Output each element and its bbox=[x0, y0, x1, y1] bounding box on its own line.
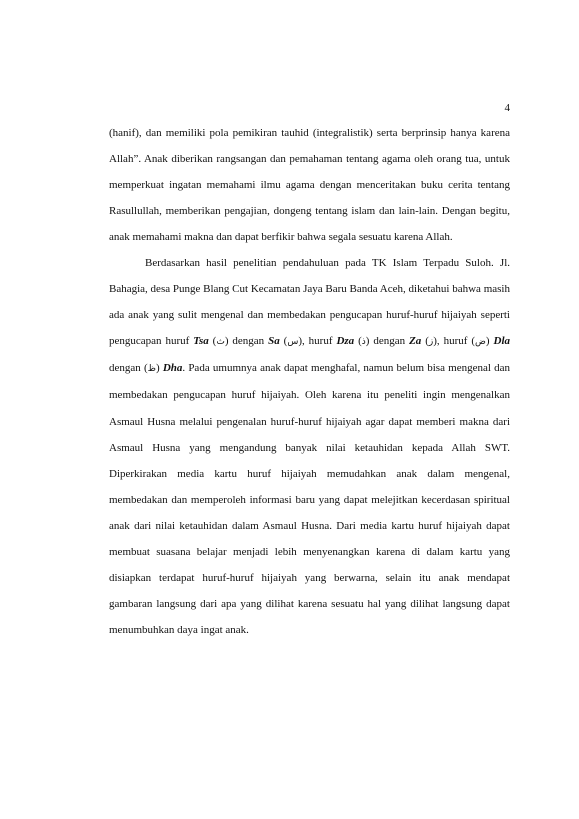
paragraph-1: (hanif), dan memiliki pola pemikiran tauhid (integralistik) serta berprinsip hanya karena Allah”. Anak diberikan rangsangan dan pemahaman tentang agama oleh orang tua, untuk memperkuat ingatan memahami ilmu agama dengan menceritakan buku cerita tentang Rasullullah, memberikan pengajian, dongeng tentang islam dan lain-lain. Dengan begitu, anak memahami makna dan dapat berfikir bahwa segala sesuatu karena Allah. bbox=[109, 127, 510, 244]
letter-za-arabic: ز bbox=[428, 337, 434, 348]
letter-dza-arabic: ذ bbox=[361, 337, 366, 348]
letter-dha-latin: Dha bbox=[162, 362, 183, 375]
letter-tsa-latin: Tsa bbox=[193, 335, 209, 348]
letter-za-latin: Za bbox=[409, 335, 422, 348]
letter-sa-latin: Sa bbox=[268, 335, 280, 348]
letter-dza-latin: Dza bbox=[336, 335, 355, 348]
letter-dla-latin: Dla bbox=[493, 335, 511, 348]
word-huruf-2: huruf bbox=[443, 335, 468, 348]
paragraph-2-outro: . Pada umumnya anak dapat menghafal, namun belum bisa mengenal dan membedakan pengucapan huruf hijaiyah. Oleh karena itu peneliti ingin mengenalkan Asmaul Husna melalui pengenalan huruf-huruf hijaiyah agar dapat memberi makna dari Asmaul Husna yang mengandung banyak nilai ketauhidan kepada Allah SWT. Diperkirakan media kartu huruf hijaiyah memudahkan anak dalam mengenal, membedakan dan memperoleh informasi baru yang dapat melejitkan kecerdasan spiritual anak dari nilai ketauhidan dalam Asmaul Husna. Dari media kartu huruf hijaiyah dapat membuat suasana belajar menjadi lebih menyenangkan karena di dalam kartu yang disiapkan terdapat huruf-huruf hijaiyah yang berwarna, selain itu anak mendapat gambaran langsung dari apa yang dilihat karena sesuatu hal yang dilihat langsung dapat menumbuhkan daya ingat anak. bbox=[109, 362, 510, 636]
word-dengan-2: dengan bbox=[373, 335, 406, 348]
letter-dla-arabic: ض bbox=[475, 337, 486, 348]
word-huruf-1: huruf bbox=[308, 335, 333, 348]
document-body bbox=[109, 120, 510, 643]
letter-tsa-arabic: ث bbox=[216, 337, 225, 348]
page-number: 4 bbox=[504, 102, 510, 114]
word-dengan-1: dengan bbox=[232, 335, 265, 348]
paragraph-2: Berdasarkan hasil penelitian pendahuluan pada TK Islam Terpadu Suloh. Jl. Bahagia, desa Punge Blang Cut Kecamatan Jaya Baru Banda Aceh, diketahui bahwa masih ada anak yang sulit mengenal dan membedakan pengucapan huruf-huruf hijaiyah seperti pengucapan huruf Tsa (ث) dengan Sa (س), huruf Dza (ذ) dengan Za (ز), huruf (ض) Dla dengan (ظ) Dha. Pada umumnya anak dapat menghafal, namun belum bisa mengenal dan membedakan pengucapan huruf hijaiyah. Oleh karena itu peneliti ingin mengenalkan Asmaul Husna melalui pengenalan huruf-huruf hijaiyah agar dapat memberi makna dari Asmaul Husna yang mengandung banyak nilai ketauhidan kepada Allah SWT. Diperkirakan media kartu huruf hijaiyah memudahkan anak dalam mengenal, membedakan dan memperoleh informasi baru yang dapat melejitkan kecerdasan spiritual anak dari nilai ketauhidan dalam Asmaul Husna. Dari media kartu huruf hijaiyah dapat membuat suasana belajar menjadi lebih menyenangkan karena di dalam kartu yang disiapkan terdapat huruf-huruf hijaiyah yang berwarna, selain itu anak mendapat gambaran langsung dari apa yang dilihat karena sesuatu hal yang dilihat langsung dapat menumbuhkan daya ingat anak. bbox=[109, 257, 511, 636]
letter-dha-arabic: ظ bbox=[147, 364, 156, 375]
letter-sa-arabic: س bbox=[287, 337, 299, 348]
word-dengan-3: dengan bbox=[109, 362, 141, 375]
paragraph-2-intro: Berdasarkan hasil penelitian pendahuluan pada TK Islam Terpadu Suloh. Jl. Bahagia, desa Punge Blang Cut Kecamatan Jaya Baru Banda Aceh, diketahui bahwa masih ada anak yang sulit mengenal dan membedakan pengucapan huruf-huruf hijaiyah seperti pengucapan huruf bbox=[109, 257, 510, 348]
